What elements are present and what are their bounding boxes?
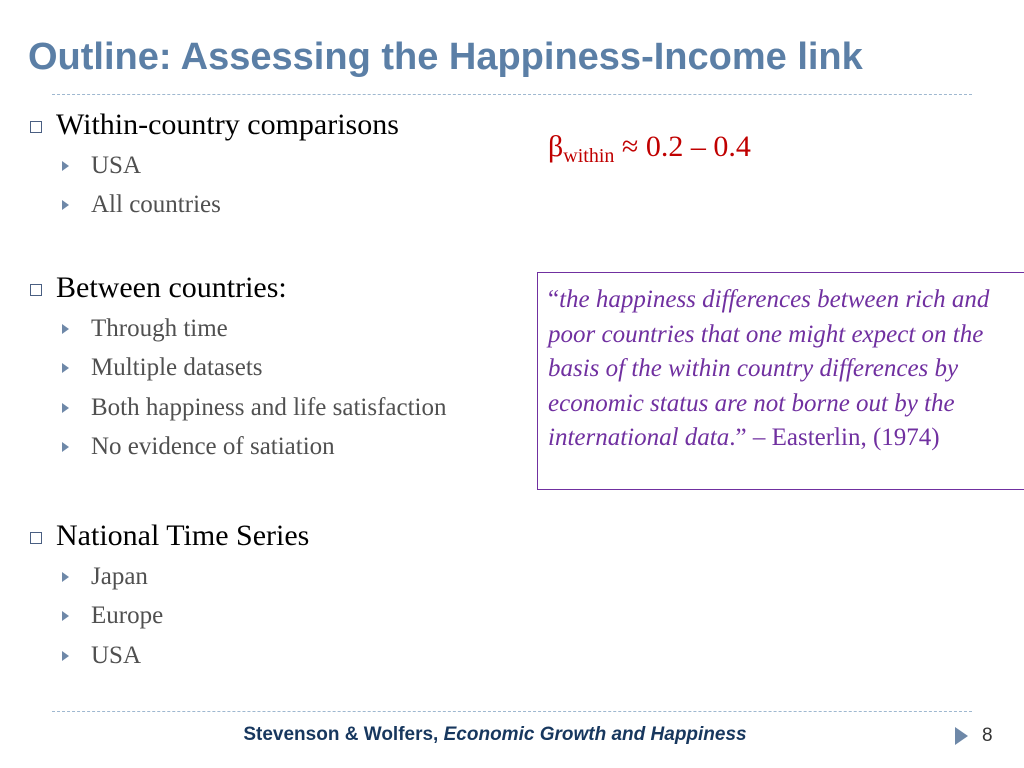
bullet-item — [60, 642, 141, 670]
bullet-text: All countries — [91, 191, 221, 218]
bullet-item — [60, 563, 148, 591]
play-arrow-icon — [955, 727, 968, 745]
beta-range: ≈ 0.2 – 0.4 — [614, 130, 751, 163]
checkbox-bullet-icon — [30, 284, 42, 296]
footer-divider — [52, 711, 972, 712]
easterlin-quote-box — [537, 272, 1024, 490]
beta-symbol: β — [548, 130, 564, 163]
arrow-bullet-icon — [62, 611, 69, 621]
bullet-item — [60, 602, 163, 630]
bullet-item — [60, 354, 263, 382]
bullet-item — [60, 152, 141, 180]
arrow-bullet-icon — [62, 161, 69, 171]
bullet-text: Multiple datasets — [91, 354, 263, 381]
footer-authors: Stevenson & Wolfers, — [243, 724, 444, 745]
beta-subscript: within — [563, 145, 615, 167]
arrow-bullet-icon — [62, 403, 69, 413]
quote-text: the happiness differences between rich and poor countries that one might expect on the basis of the within country differences by economic status are not borne out by the international data — [548, 286, 990, 451]
arrow-bullet-icon — [62, 572, 69, 582]
footer-work-title: Economic Growth and Happiness — [443, 724, 747, 745]
arrow-bullet-icon — [62, 442, 69, 452]
bullet-item — [60, 433, 335, 461]
arrow-bullet-icon — [62, 651, 69, 661]
checkbox-bullet-icon — [30, 121, 42, 133]
bullet-text: Japan — [91, 563, 148, 590]
arrow-bullet-icon — [62, 200, 69, 210]
arrow-bullet-icon — [62, 324, 69, 334]
bullet-text: Through time — [91, 315, 228, 342]
section-heading-national-time-series — [30, 519, 309, 553]
bullet-item — [60, 191, 221, 219]
section-heading-within-country — [30, 108, 399, 142]
slide-title: Outline: Assessing the Happiness-Income link — [28, 36, 863, 78]
beta-within-annotation — [548, 130, 751, 168]
section-heading-text: National Time Series — [56, 519, 310, 552]
bullet-text: Europe — [91, 602, 164, 629]
bullet-text: Both happiness and life satisfaction — [91, 394, 447, 421]
title-divider — [52, 94, 972, 95]
bullet-item — [60, 394, 446, 422]
section-heading-between-countries — [30, 271, 287, 305]
page-number: 8 — [982, 725, 993, 746]
checkbox-bullet-icon — [30, 532, 42, 544]
quote-citation: .” – Easterlin, (1974) — [729, 424, 940, 451]
bullet-text: No evidence of satiation — [91, 433, 335, 460]
bullet-text: USA — [91, 152, 142, 179]
bullet-item — [60, 315, 228, 343]
slide-footer — [0, 724, 990, 746]
arrow-bullet-icon — [62, 363, 69, 373]
section-heading-text: Between countries: — [56, 271, 287, 304]
section-heading-text: Within-country comparisons — [56, 108, 399, 141]
bullet-text: USA — [91, 642, 142, 669]
quote-open-mark: “ — [548, 286, 560, 313]
